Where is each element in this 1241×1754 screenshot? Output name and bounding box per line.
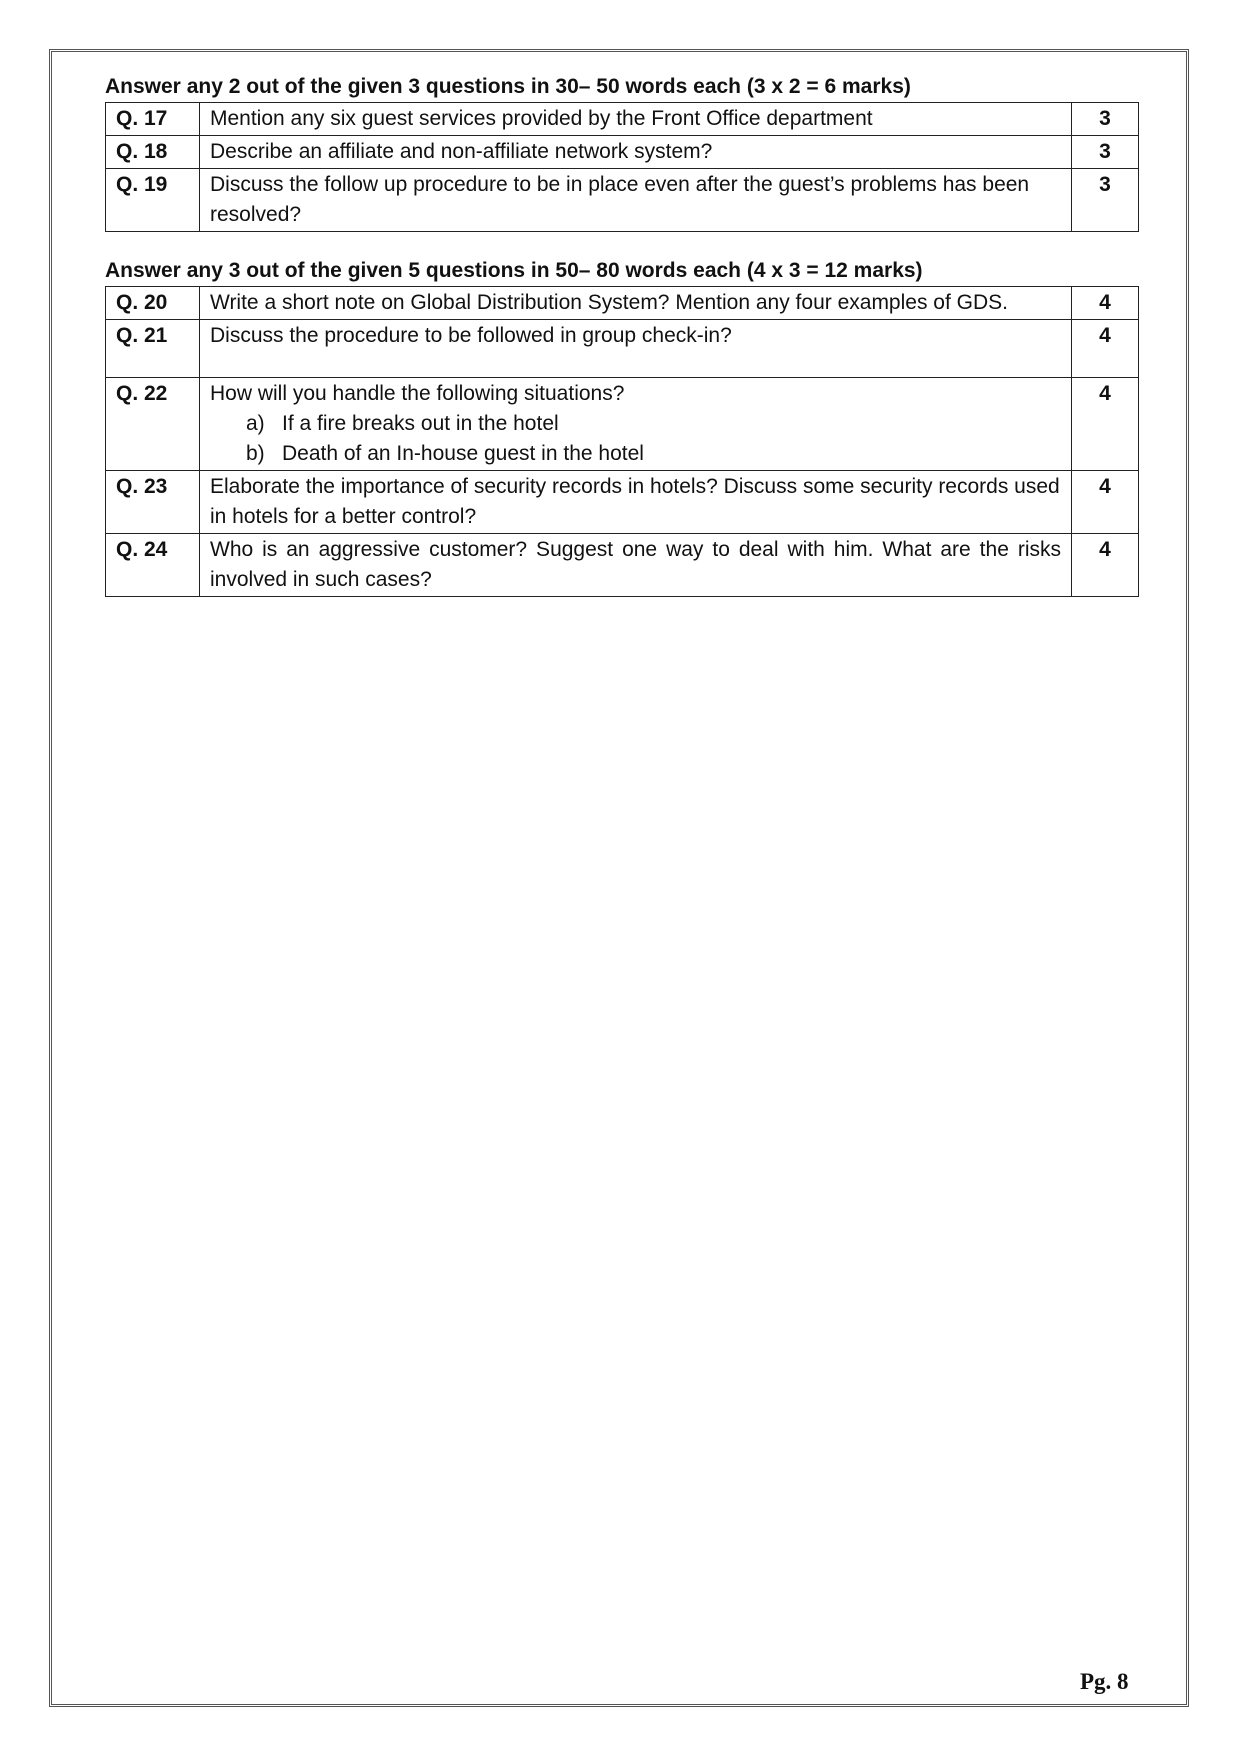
question-text: Elaborate the importance of security records in hotels? Discuss some security records used in hotels for a better control? bbox=[200, 471, 1072, 534]
question-text: Describe an affiliate and non-affiliate network system? bbox=[200, 136, 1072, 169]
list-item bbox=[246, 409, 1061, 439]
question-number: Q. 18 bbox=[106, 136, 200, 169]
sub-question-label: b) bbox=[246, 442, 265, 465]
question-number: Q. 19 bbox=[106, 169, 200, 232]
table-row bbox=[106, 534, 1139, 597]
question-text: How will you handle the following situations? bbox=[210, 382, 625, 405]
exam-content bbox=[105, 72, 1139, 597]
question-marks: 4 bbox=[1072, 320, 1139, 378]
question-number: Q. 17 bbox=[106, 103, 200, 136]
section1-table bbox=[105, 102, 1139, 232]
question-marks: 3 bbox=[1072, 103, 1139, 136]
question-marks: 4 bbox=[1072, 471, 1139, 534]
question-text: Mention any six guest services provided by the Front Office department bbox=[200, 103, 1072, 136]
table-row bbox=[106, 287, 1139, 320]
question-text: Who is an aggressive customer? Suggest one way to deal with him. What are the risks involved in such cases? bbox=[200, 534, 1072, 597]
question-marks: 3 bbox=[1072, 169, 1139, 232]
table-row bbox=[106, 136, 1139, 169]
page-number: Pg. 8 bbox=[1080, 1669, 1129, 1694]
question-number: Q. 24 bbox=[106, 534, 200, 597]
question-marks: 4 bbox=[1072, 534, 1139, 597]
question-marks: 4 bbox=[1072, 378, 1139, 471]
table-row bbox=[106, 103, 1139, 136]
question-cell bbox=[200, 378, 1072, 471]
sub-question-text: If a fire breaks out in the hotel bbox=[282, 412, 559, 435]
question-number: Q. 22 bbox=[106, 378, 200, 471]
question-marks: 3 bbox=[1072, 136, 1139, 169]
question-number: Q. 20 bbox=[106, 287, 200, 320]
question-number: Q. 23 bbox=[106, 471, 200, 534]
list-item bbox=[246, 439, 1061, 469]
table-row bbox=[106, 169, 1139, 232]
table-row bbox=[106, 471, 1139, 534]
section1-heading: Answer any 2 out of the given 3 questions in 30– 50 words each (3 x 2 = 6 marks) bbox=[105, 75, 911, 98]
sub-question-text: Death of an In-house guest in the hotel bbox=[282, 442, 644, 465]
section2-table bbox=[105, 286, 1139, 597]
table-row bbox=[106, 320, 1139, 378]
section2-heading: Answer any 3 out of the given 5 questions in 50– 80 words each (4 x 3 = 12 marks) bbox=[105, 259, 923, 282]
question-text: Discuss the follow up procedure to be in place even after the guest’s problems has been resolved? bbox=[200, 169, 1072, 232]
table-row bbox=[106, 378, 1139, 471]
sub-question-list bbox=[210, 409, 1061, 469]
question-text: Discuss the procedure to be followed in group check-in? bbox=[200, 320, 1072, 378]
question-marks: 4 bbox=[1072, 287, 1139, 320]
sub-question-label: a) bbox=[246, 412, 265, 435]
question-number: Q. 21 bbox=[106, 320, 200, 378]
question-text: Write a short note on Global Distribution System? Mention any four examples of GDS. bbox=[200, 287, 1072, 320]
